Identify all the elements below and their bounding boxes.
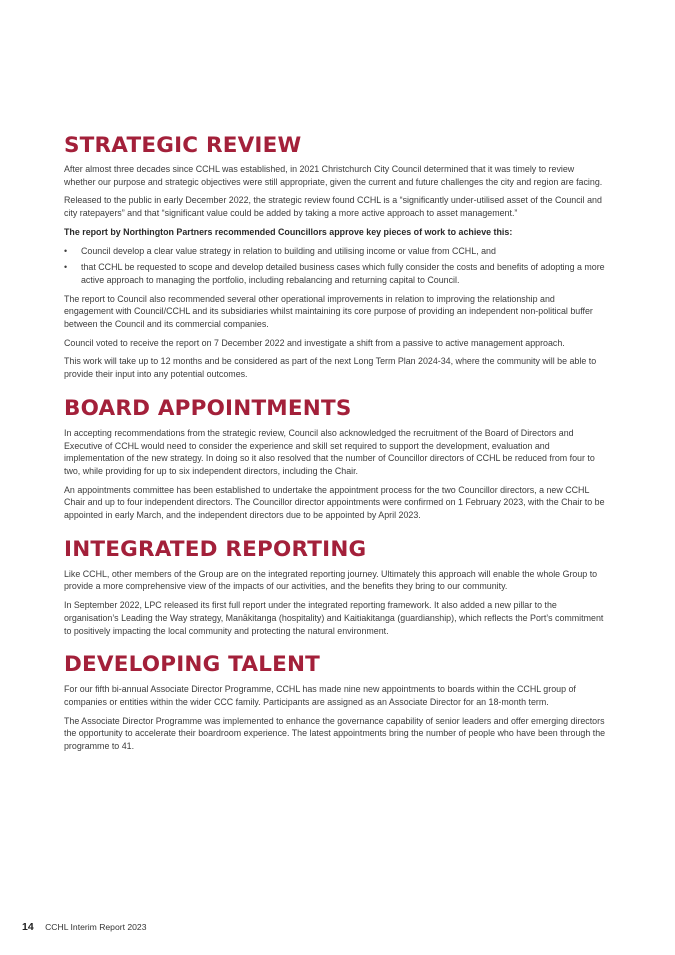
- paragraph: Like CCHL, other members of the Group are on the integrated reporting journey. Ultimately this approach will enable the whole Group to provide a more comprehensive view of the impacts of our activities, and the benefits they bring to our community.: [64, 568, 598, 592]
- list-item: [64, 245, 606, 258]
- paragraph: For our fifth bi-annual Associate Director Programme, CCHL has made nine new appointments to boards within the CCHL group of companies or entities within the wider CCC family. Participants are assigned as an Associate Director for an 18-month term.: [64, 684, 576, 707]
- paragraph: Released to the public in early December 2022, the strategic review found CCHL is a “significantly under-utilised asset of the Council and city ratepayers” and that “significant value could be added by taking a more active approach to asset management.”: [64, 195, 602, 219]
- section-heading: DEVELOPING TALENT: [64, 652, 321, 678]
- bullet-icon: •: [64, 245, 68, 256]
- list-item: [64, 261, 606, 286]
- list-item-text: that CCHL be requested to scope and develop detailed business cases which fully consider the costs and benefits of adopting a more active approach to managing the portfolio, including rebalancing and returning capital to Council.: [81, 262, 605, 285]
- page-number: 14: [22, 921, 34, 933]
- paragraph: In accepting recommendations from the strategic review, Council also acknowledged the recruitment of the Board of Directors and Executive of CCHL would need to consider the experience and skill set required to support the development, evaluation and implementation of the new strategy. In doing so it also resolved that the number of Councillor directors of CCHL be reduced from four to two, while providing for up to six independent directors, including the Chair.: [64, 427, 595, 476]
- list-item-text: Council develop a clear value strategy in relation to building and utilising income or value from CCHL, and: [81, 245, 496, 256]
- paragraph: Council voted to receive the report on 7 December 2022 and investigate a shift from a passive to active management approach.: [64, 337, 565, 348]
- paragraph: The Associate Director Programme was implemented to enhance the governance capability of senior leaders and offer emerging directors the opportunity to accelerate their boardroom experience. The latest appointments bring the number of people who have been through the programme to 41.: [64, 715, 606, 752]
- lead-paragraph: The report by Northington Partners recommended Councillors approve key pieces of work to achieve this:: [64, 226, 513, 237]
- section-heading: BOARD APPOINTMENTS: [64, 395, 352, 421]
- section-board-appointments: [64, 396, 606, 522]
- page-content: [64, 133, 606, 759]
- bullet-icon: •: [64, 262, 68, 273]
- section-strategic-review: [64, 133, 606, 381]
- footer-title: CCHL Interim Report 2023: [45, 922, 147, 932]
- paragraph: In September 2022, LPC released its first full report under the integrated reporting framework. It also added a new pillar to the organisation’s Leading the Way strategy, Manākitanga (hospitality) and Kaitiakitanga (guardianship), which reflects the Port’s commitment to positively impacting the local community and protecting the natural environment.: [64, 600, 604, 636]
- page-footer: [22, 921, 147, 933]
- paragraph: This work will take up to 12 months and be considered as part of the next Long Term Plan 2024-34, where the community will be able to provide their input into any potential outcomes.: [64, 356, 597, 380]
- section-integrated-reporting: [64, 537, 606, 638]
- section-developing-talent: [64, 652, 606, 753]
- paragraph: An appointments committee has been established to undertake the appointment process for the two Councillor directors, a new CCHL Chair and up to four independent directors. The Councillor director appointments were confirmed on 1 February 2023, with the Chair to be appointed in early March, and the independent directors due to be appointed by April 2023.: [64, 484, 605, 521]
- section-heading: INTEGRATED REPORTING: [64, 536, 367, 562]
- paragraph: After almost three decades since CCHL was established, in 2021 Christchurch City Council determined that it was timely to review whether our purpose and strategic objectives were still appropriate, given the current and future challenges the city and region are facing.: [64, 164, 603, 187]
- bullet-list: [64, 245, 606, 287]
- section-heading: STRATEGIC REVIEW: [64, 133, 302, 158]
- paragraph: The report to Council also recommended several other operational improvements in relation to improving the relationship and engagement with Council/CCHL and its subsidiaries whilst maintaining its core purpose of providing an independent non-political buffer between the Council and its commercial companies.: [64, 293, 593, 330]
